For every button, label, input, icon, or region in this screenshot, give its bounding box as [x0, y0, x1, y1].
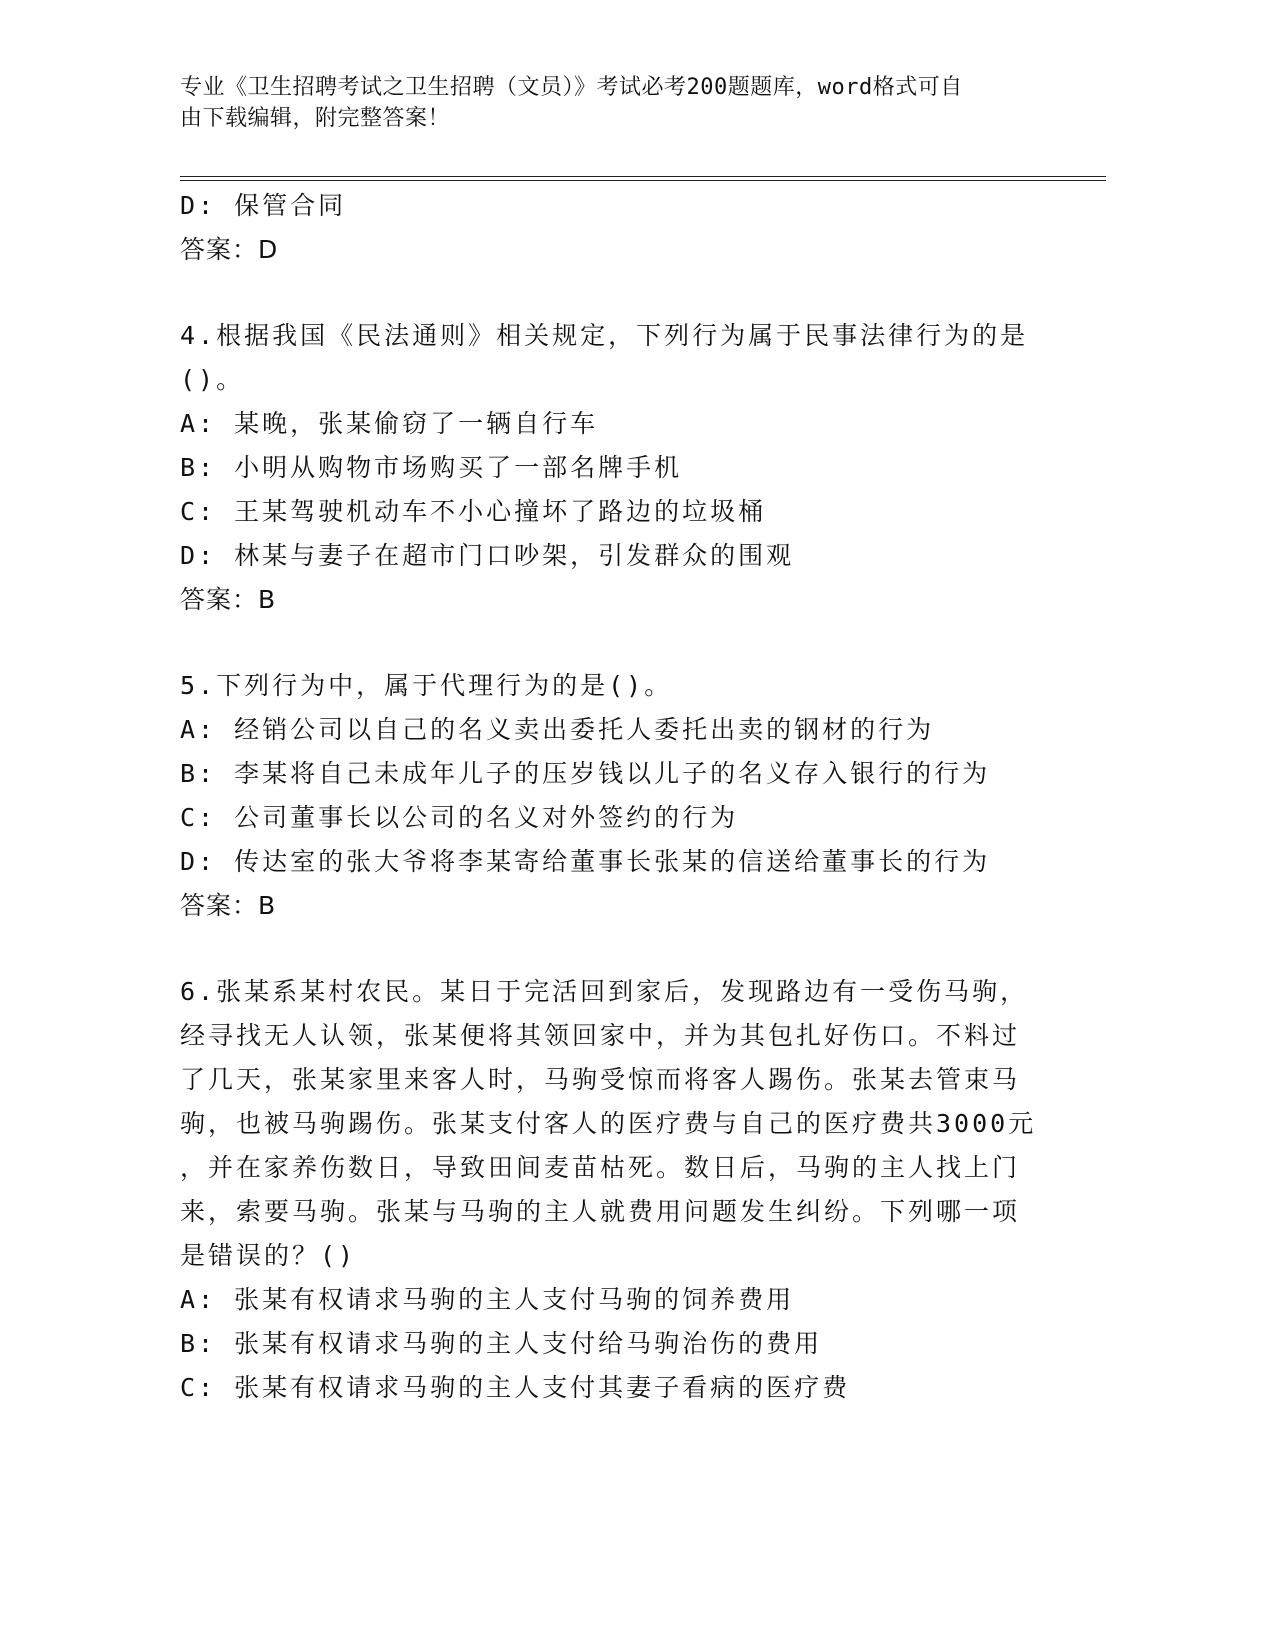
header-line-1: 专业《卫生招聘考试之卫生招聘（文员）》考试必考200题题库，word格式可自 — [180, 75, 963, 100]
q5-option-c: C: 公司董事长以公司的名义对外签约的行为 — [180, 803, 739, 832]
question-6 — [180, 970, 1040, 1410]
q4-answer: 答案：B — [180, 585, 277, 614]
q4-option-c: C: 王某驾驶机动车不小心撞坏了路边的垃圾桶 — [180, 497, 767, 526]
q5-stem-line: 5.下列行为中，属于代理行为的是()。 — [180, 671, 673, 700]
q6-stem-line: ，并在家养伤数日，导致田间麦苗枯死。数日后，马驹的主人找上门 — [180, 1153, 1021, 1182]
spacer — [180, 928, 1040, 970]
header-divider-bottom — [180, 180, 1106, 181]
q3-option-d: D: 保管合同 — [180, 191, 347, 220]
q4-option-a: A: 某晚，张某偷窃了一辆自行车 — [180, 409, 599, 438]
q6-stem-line: 驹，也被马驹踢伤。张某支付客人的医疗费与自己的医疗费共3000元 — [180, 1109, 1037, 1138]
q6-option-c: C: 张某有权请求马驹的主人支付其妻子看病的医疗费 — [180, 1373, 851, 1402]
question-5 — [180, 664, 1040, 928]
header-line-2: 由下载编辑，附完整答案！ — [180, 106, 451, 131]
q6-stem-line: 来，索要马驹。张某与马驹的主人就费用问题发生纠纷。下列哪一项 — [180, 1197, 1021, 1226]
spacer — [180, 272, 1040, 314]
q5-answer: 答案：B — [180, 891, 277, 920]
question-4 — [180, 314, 1040, 622]
q4-stem-line: ()。 — [180, 365, 245, 394]
question-3-tail — [180, 184, 1040, 272]
q6-stem-line: 6.张某系某村农民。某日于完活回到家后，发现路边有一受伤马驹， — [180, 977, 1029, 1006]
q6-option-a: A: 张某有权请求马驹的主人支付马驹的饲养费用 — [180, 1285, 795, 1314]
page-header — [180, 72, 1060, 134]
q4-option-b: B: 小明从购物市场购买了一部名牌手机 — [180, 453, 683, 482]
q5-option-d: D: 传达室的张大爷将李某寄给董事长张某的信送给董事长的行为 — [180, 847, 991, 876]
q6-stem-line: 了几天，张某家里来客人时，马驹受惊而将客人踢伤。张某去管束马 — [180, 1065, 1021, 1094]
header-divider-top — [180, 176, 1106, 177]
q5-option-a: A: 经销公司以自己的名义卖出委托人委托出卖的钢材的行为 — [180, 715, 935, 744]
spacer — [180, 622, 1040, 664]
q6-option-b: B: 张某有权请求马驹的主人支付给马驹治伤的费用 — [180, 1329, 823, 1358]
q4-stem-line: 4.根据我国《民法通则》相关规定，下列行为属于民事法律行为的是 — [180, 321, 1029, 350]
q4-option-d: D: 林某与妻子在超市门口吵架，引发群众的围观 — [180, 541, 795, 570]
question-content — [180, 184, 1040, 1410]
q6-stem-line: 经寻找无人认领，张某便将其领回家中，并为其包扎好伤口。不料过 — [180, 1021, 1021, 1050]
q5-option-b: B: 李某将自己未成年儿子的压岁钱以儿子的名义存入银行的行为 — [180, 759, 991, 788]
q3-answer: 答案：D — [180, 235, 279, 264]
q6-stem-line: 是错误的？() — [180, 1241, 357, 1270]
